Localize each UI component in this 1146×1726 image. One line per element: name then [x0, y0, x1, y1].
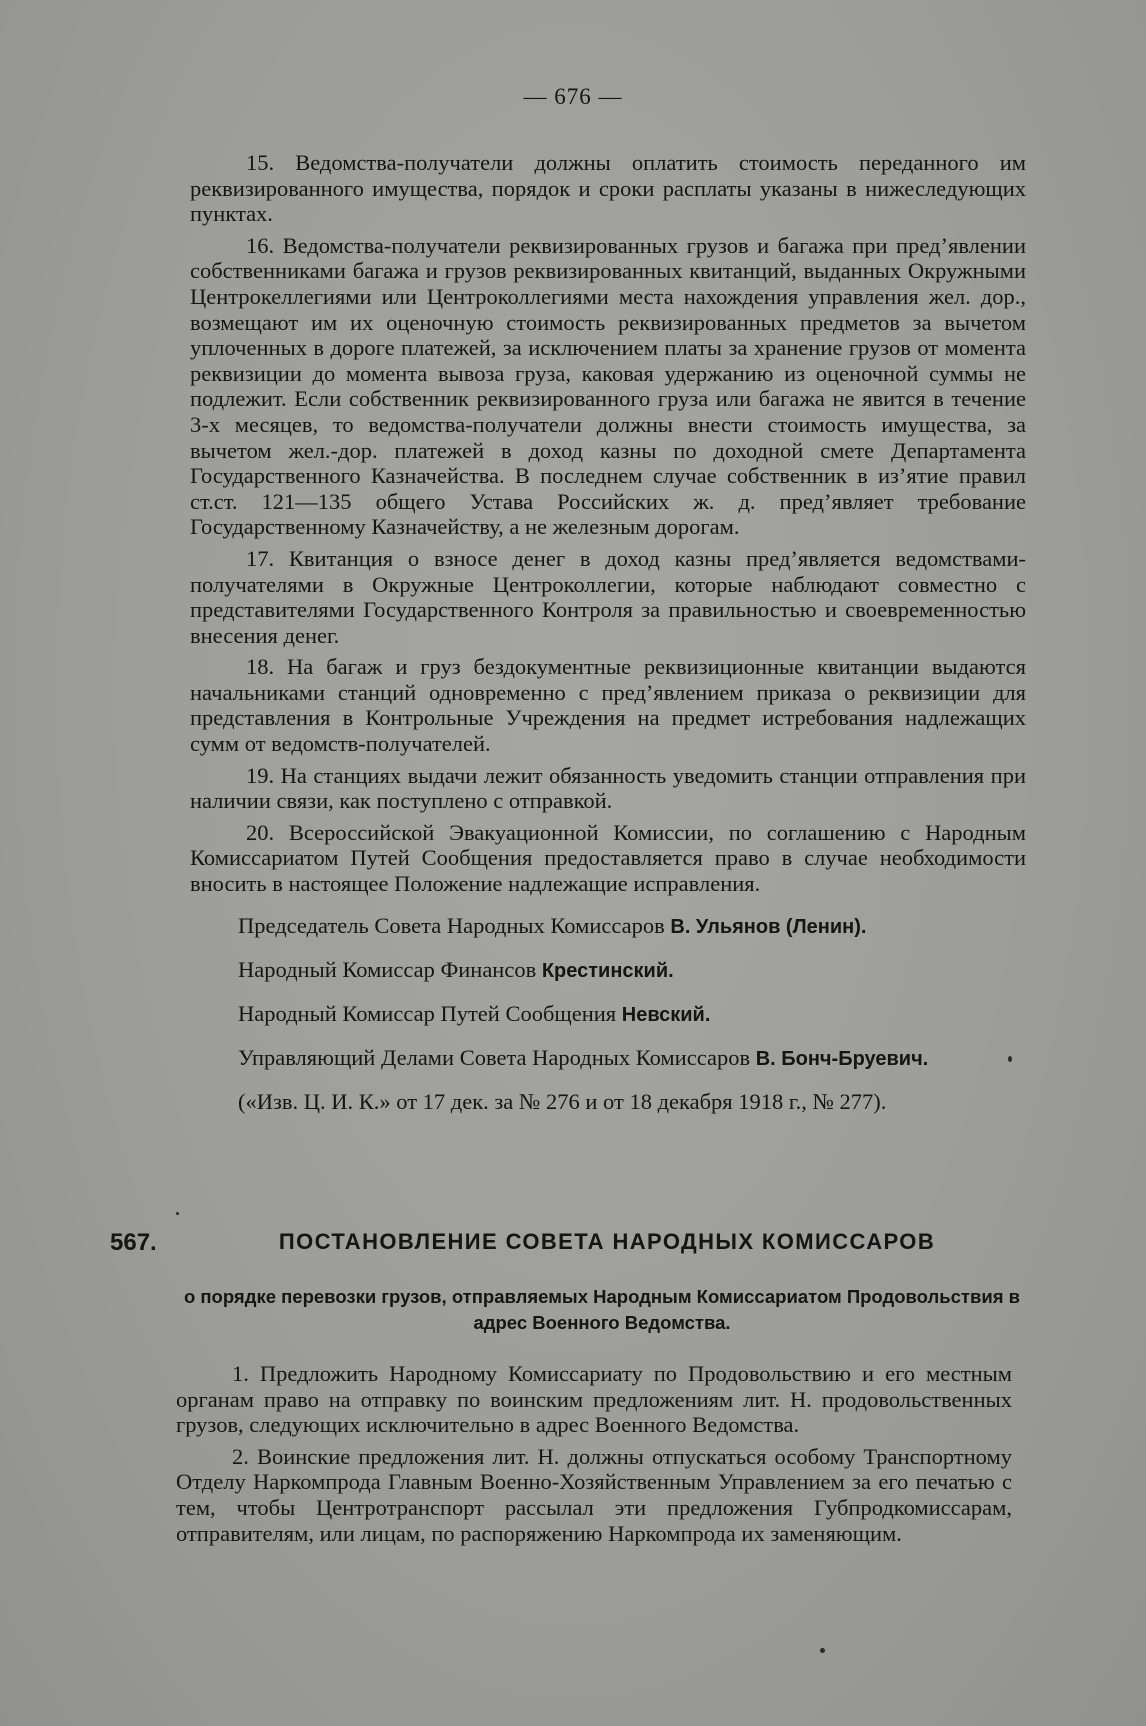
- lower-text-column: [176, 1361, 1012, 1552]
- signature-finance: [238, 957, 1026, 984]
- signature-title: Народный Комиссар Путей Сообщения: [238, 1000, 617, 1026]
- paragraph-15: 15. Ведомства-получатели должны оплатить стоимость переданного им реквизированного имущества, порядок и сроки расплаты указаны в нижеследующих пунктах.: [190, 150, 1026, 227]
- decree-subtitle: о порядке перевозки грузов, отправляемых Народным Комиссариатом Продовольствия в адрес Военного Ведомства.: [183, 1286, 1021, 1333]
- signature-name: Крестинский.: [541, 959, 674, 982]
- page-number: — 676 —: [523, 84, 623, 109]
- paragraph-17: 17. Квитанция о взносе денег в доход казны пред’является ведомствами-получателями в Окружные Центроколлегии, которые наблюдают совместно с представителями Государственного Контроля за правильностью и своевременностью внесения денег.: [190, 545, 1026, 648]
- signature-title: Народный Комиссар Финансов: [238, 956, 537, 982]
- decree-title: ПОСТАНОВЛЕНИЕ СОВЕТА НАРОДНЫХ КОМИССАРОВ: [278, 1229, 936, 1254]
- signature-title: Управляющий Делами Совета Народных Комиссаров: [238, 1044, 751, 1070]
- paragraph-19: 19. На станциях выдачи лежит обязанность уведомить станции отправления при наличии связи, как поступлено с отправкой.: [190, 762, 1026, 814]
- source-citation: («Изв. Ц. И. К.» от 17 дек. за № 276 и от 18 декабря 1918 г., № 277).: [238, 1088, 887, 1114]
- signature-administrator: [238, 1045, 1026, 1072]
- paragraph-1: 1. Предложить Народному Комиссариату по Продовольствию и его местным органам право на отправку по воинским предложениям лит. Н. продовольственных грузов, следующих исключительно в адрес Военного Ведомства.: [176, 1361, 1012, 1438]
- paragraph-18: 18. На багаж и груз бездокументные реквизиционные квитанции выдаются начальниками станций одновременно с пред’явлением приказа о реквизиции для представления в Контрольные Учреждения на предмет истребования надлежащих сумм от ведомств-получателей.: [190, 654, 1026, 757]
- decree-number: 567.: [110, 1229, 157, 1256]
- signature-name: В. Ульянов (Ленин).: [670, 915, 867, 938]
- signature-name: В. Бонч-Бруевич.: [755, 1047, 929, 1070]
- ink-speck: [176, 1212, 179, 1215]
- ink-speck: [1008, 1056, 1012, 1062]
- signature-chairman: [238, 913, 1026, 940]
- signature-name: Невский.: [621, 1003, 711, 1026]
- upper-text-column: [190, 150, 1026, 1115]
- paragraph-16: 16. Ведомства-получатели реквизированных грузов и багажа при пред’явлении собственниками багажа и грузов реквизированных квитанций, выданных Окружными Центрокеллегиями или Центроколлегиями места нахождения управления жел. дор., возмещают им их оценочную стоимость реквизированных предметов за вычетом уплоченных в дороге платежей, за исключением платы за хранение грузов от момента реквизиции до момента вывоза груза, каковая удержанию из оценочной суммы не подлежит. Если собственник реквизированного груза или багажа не явится в течение 3-х месяцев, то ведомства-получатели должны внести стоимость имущества, за вычетом жел.-дор. платежей в доход казны по доходной смете Департамента Государственного Казначейства. В последнем случае собственник в из’ятие правил ст.ст. 121—135 общего Устава Российских ж. д. пред’являет требование Государственному Казначейству, а не железным дорогам.: [190, 232, 1026, 540]
- decree-heading: [110, 1229, 1026, 1265]
- signature-title: Председатель Совета Народных Комиссаров: [238, 912, 665, 938]
- ink-speck: [820, 1648, 825, 1653]
- paragraph-2: 2. Воинские предложения лит. Н. должны отпускаться особому Транспортному Отделу Наркомпрода Главным Военно-Хозяйственным Управлением за его печатью с тем, чтобы Центротранспорт рассылал эти предложения Губпродкомиссарам, отправителям, или лицам, по распоряжению Наркомпрода их заменяющим.: [176, 1443, 1012, 1546]
- signature-transport: [238, 1001, 1026, 1028]
- paragraph-20: 20. Всероссийской Эвакуационной Комиссии, по соглашению с Народным Комиссариатом Путей Сообщения предоставляется право в случае необходимости вносить в настоящее Положение надлежащие исправления.: [190, 819, 1026, 897]
